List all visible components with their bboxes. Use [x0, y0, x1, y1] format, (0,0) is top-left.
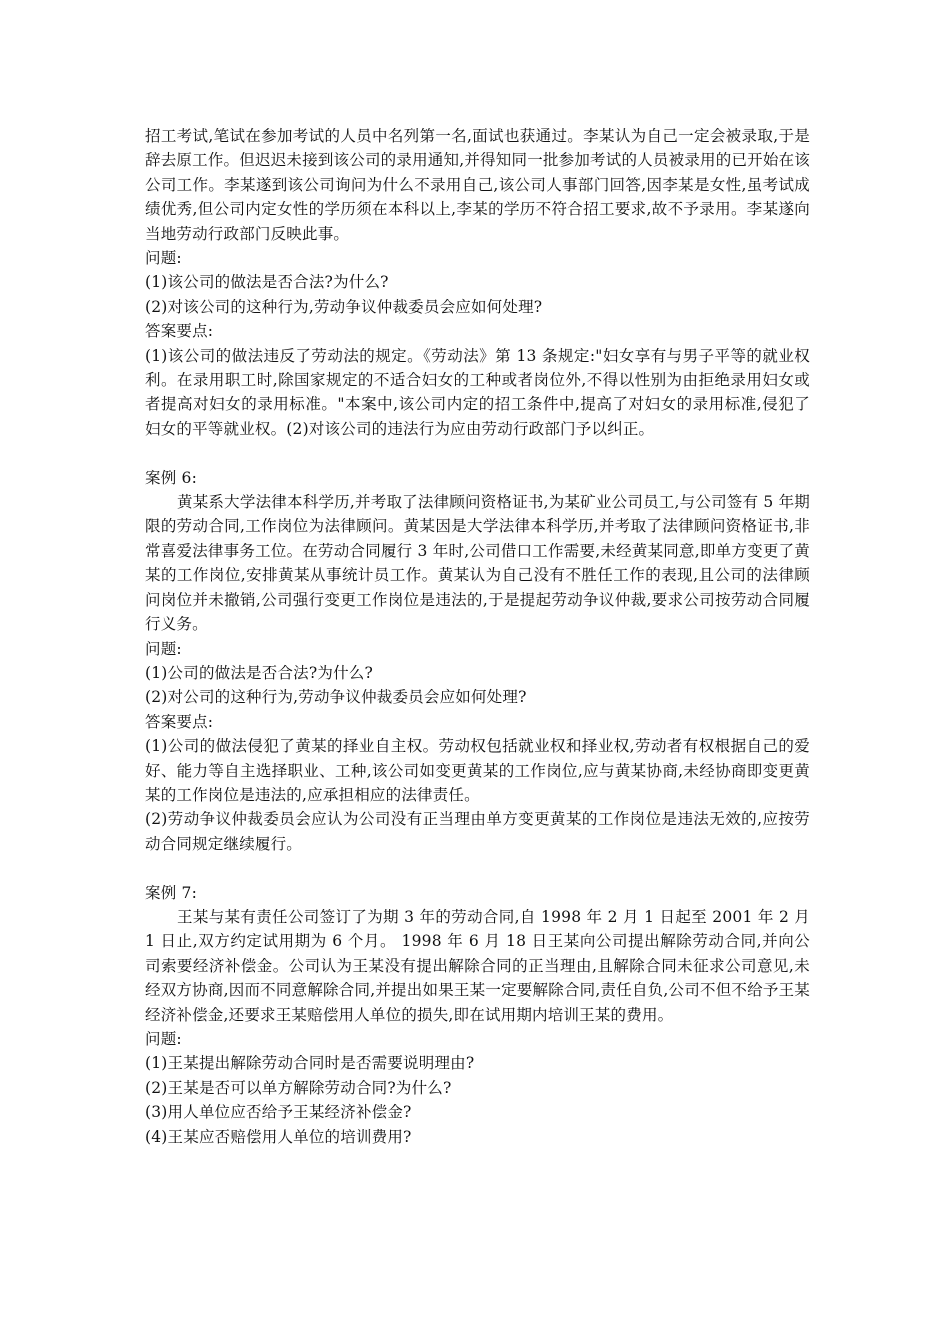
case7-title: 案例 7:: [145, 883, 198, 902]
case5-body: 招工考试,笔试在参加考试的人员中名列第一名,面试也获通过。李某认为自己一定会被录取,于是辞去原工作。但迟迟未接到该公司的录用通知,并得知同一批参加考试的人员被录用的已开始在该公司工作。李某遂到该公司询问为什么不录用自己,该公司人事部门回答,因李某是女性,虽考试成绩优秀,但公司内定女性的学历须在本科以上,李某的学历不符合招工要求,故不予录用。李某遂向当地劳动行政部门反映此事。: [145, 127, 810, 243]
case7-question-4: (4)王某应否赔偿用人单位的培训费用?: [145, 1127, 412, 1146]
case7-question-1: (1)王某提出解除劳动合同时是否需要说明理由?: [145, 1054, 475, 1073]
case6-title: 案例 6:: [145, 468, 198, 487]
case6-body: 黄某系大学法律本科学历,并考取了法律顾问资格证书,为某矿业公司员工,与公司签有 5 年期限的劳动合同,工作岗位为法律顾问。黄某因是大学法律本科学历,并考取了法律顾问资格证书,非常喜爱法律事务工位。在劳动合同履行 3 年时,公司借口工作需要,未经黄某同意,即单方变更了黄某的工作岗位,安排黄某从事统计员工作。黄某认为自己没有不胜任工作的表现,且公司的法律顾问岗位并未撤销,公司强行变更工作岗位是违法的,于是提起劳动争议仲裁,要求公司按劳动合同履行义务。: [145, 493, 810, 634]
case7-questions-label: 问题:: [145, 1030, 182, 1048]
case7-question-2: (2)王某是否可以单方解除劳动合同?为什么?: [145, 1078, 452, 1097]
spacer: [145, 441, 810, 465]
document-body: [145, 124, 810, 1149]
case7-question-3: (3)用人单位应否给予王某经济补偿金?: [145, 1103, 412, 1122]
case6-questions-label: 问题:: [145, 639, 182, 658]
spacer: [145, 856, 810, 880]
case6-answer-1: (1)公司的做法侵犯了黄某的择业自主权。劳动权包括就业权和择业权,劳动者有权根据自己的爱好、能力等自主选择职业、工种,该公司如变更黄某的工作岗位,应与黄某协商,未经协商即变更黄某的工作岗位是违法的,应承担相应的法律责任。: [145, 737, 810, 804]
case5-question-1: (1)该公司的做法是否合法?为什么?: [145, 273, 389, 292]
case7-body: 王某与某有责任公司签订了为期 3 年的劳动合同,自 1998 年 2 月 1 日起至 2001 年 2 月 1 日止,双方约定试用期为 6 个月。 1998 年 6 月 18 日王某向公司提出解除劳动合同,并向公司索要经济补偿金。公司认为王某没有提出解除合同的正当理由,且解除合同未征求公司意见,未经双方协商,因而不同意解除合同,并提出如果王某一定要解除合同,责任自负,公司不但不给予王某经济补偿金,还要求王某赔偿用人单位的损失,即在试用期内培训王某的费用。: [145, 907, 810, 1024]
case6-question-2: (2)对公司的这种行为,劳动争议仲裁委员会应如何处理?: [145, 688, 527, 707]
case5-answer: (1)该公司的做法违反了劳动法的规定。《劳动法》第 13 条规定:"妇女享有与男子平等的就业权利。在录用职工时,除国家规定的不适合妇女的工种或者岗位外,不得以性别为由拒绝录用妇女或者提高对妇女的录用标准。"本案中,该公司内定的招工条件中,提高了对妇女的录用标准,侵犯了妇女的平等就业权。(2)对该公司的违法行为应由劳动行政部门予以纠正。: [145, 346, 810, 438]
case6-answer-2: (2)劳动争议仲裁委员会应认为公司没有正当理由单方变更黄某的工作岗位是违法无效的,应按劳动合同规定继续履行。: [145, 810, 810, 853]
case6-question-1: (1)公司的做法是否合法?为什么?: [145, 663, 373, 682]
case6-answer-label: 答案要点:: [145, 712, 214, 731]
case5-question-2: (2)对该公司的这种行为,劳动争议仲裁委员会应如何处理?: [145, 297, 543, 316]
case5-questions-label: 问题:: [145, 249, 182, 268]
case5-answer-label: 答案要点:: [145, 322, 214, 341]
